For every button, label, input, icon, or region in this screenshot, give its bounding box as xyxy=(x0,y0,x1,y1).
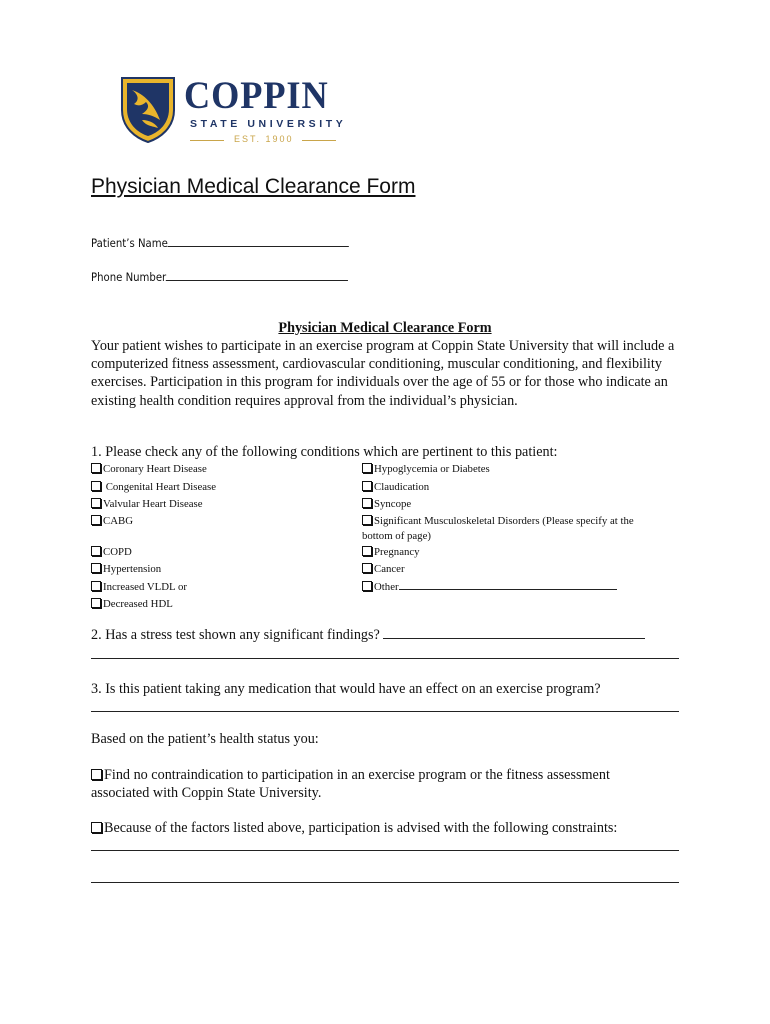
condition-pregnancy[interactable]: Pregnancy xyxy=(362,546,420,558)
patient-name-field[interactable] xyxy=(168,246,349,247)
checkbox-icon[interactable] xyxy=(91,481,101,491)
option-constraints[interactable]: Because of the factors listed above, participation is advised with the following constraints: xyxy=(91,820,617,837)
option-no-contraindication[interactable]: Find no contraindication to participation in an exercise program or the fitness assessment associated with Coppin State University. xyxy=(91,767,610,802)
checkbox-icon[interactable] xyxy=(91,515,101,525)
condition-copd[interactable]: COPD xyxy=(91,546,132,558)
checkbox-icon[interactable] xyxy=(91,769,102,780)
logo-established: EST. 1900 xyxy=(234,134,294,144)
page-title: Physician Medical Clearance Form xyxy=(91,175,416,198)
condition-coronary[interactable]: Coronary Heart Disease xyxy=(91,463,207,475)
checkbox-icon[interactable] xyxy=(91,598,101,608)
checkbox-icon[interactable] xyxy=(362,463,372,473)
checkbox-icon[interactable] xyxy=(362,498,372,508)
logo-subtitle: STATE UNIVERSITY xyxy=(190,118,347,130)
patient-name-row xyxy=(91,236,349,250)
condition-musculoskeletal-note: bottom of page) xyxy=(362,530,431,542)
logo-wordmark: COPPIN xyxy=(184,74,329,117)
condition-congenital[interactable]: Congenital Heart Disease xyxy=(91,481,216,493)
question-1: 1. Please check any of the following conditions which are pertinent to this patient: xyxy=(91,444,558,460)
condition-valvular[interactable]: Valvular Heart Disease xyxy=(91,498,203,510)
checkbox-icon[interactable] xyxy=(362,481,372,491)
condition-hypoglycemia[interactable]: Hypoglycemia or Diabetes xyxy=(362,463,490,475)
constraints-line-1[interactable] xyxy=(91,850,679,851)
checkbox-icon[interactable] xyxy=(91,822,102,833)
other-specify-field[interactable] xyxy=(399,589,617,590)
checkbox-icon[interactable] xyxy=(91,498,101,508)
logo-established-row xyxy=(190,134,338,146)
question-2-answer-field[interactable] xyxy=(383,638,645,639)
checkbox-icon[interactable] xyxy=(362,563,372,573)
question-2-answer-line[interactable] xyxy=(91,658,679,659)
shield-crest-icon xyxy=(120,76,176,144)
question-3: 3. Is this patient taking any medication that would have an effect on an exercise program? xyxy=(91,681,601,697)
section-title: Physician Medical Clearance Form xyxy=(278,320,492,336)
condition-syncope[interactable]: Syncope xyxy=(362,498,411,510)
condition-cabg[interactable]: CABG xyxy=(91,515,133,527)
question-2-row xyxy=(91,627,645,644)
question-2: 2. Has a stress test shown any significant findings? xyxy=(91,627,380,643)
condition-hdl[interactable]: Decreased HDL xyxy=(91,598,173,610)
constraints-line-2[interactable] xyxy=(91,882,679,883)
checkbox-icon[interactable] xyxy=(91,546,101,556)
intro-paragraph: Your patient wishes to participate in an exercise program at Coppin State University that will include a computerized fitness assessment, cardiovascular conditioning, muscular conditioning, and flexibility exercises. Participation in this program for individuals over the age of 55 or for those who indicate an existing health condition requires approval from the individual’s physician. xyxy=(91,338,675,409)
question-3-answer-line[interactable] xyxy=(91,711,679,712)
phone-number-row xyxy=(91,270,348,284)
checkbox-icon[interactable] xyxy=(362,581,372,591)
condition-other[interactable]: Other xyxy=(362,581,617,593)
condition-vldl[interactable]: Increased VLDL or xyxy=(91,581,187,593)
condition-hypertension[interactable]: Hypertension xyxy=(91,563,161,575)
coppin-logo xyxy=(120,72,360,148)
checkbox-icon[interactable] xyxy=(91,581,101,591)
checkbox-icon[interactable] xyxy=(362,546,372,556)
checkbox-icon[interactable] xyxy=(362,515,372,525)
checkbox-icon[interactable] xyxy=(91,463,101,473)
phone-number-field[interactable] xyxy=(166,280,348,281)
checkbox-icon[interactable] xyxy=(91,563,101,573)
phone-number-label: Phone Number xyxy=(91,270,167,284)
condition-musculoskeletal[interactable]: Significant Musculoskeletal Disorders (Please specify at the xyxy=(362,515,634,527)
condition-cancer[interactable]: Cancer xyxy=(362,563,405,575)
condition-claudication[interactable]: Claudication xyxy=(362,481,429,493)
based-on-text: Based on the patient’s health status you: xyxy=(91,731,319,747)
patient-name-label: Patient’s Name xyxy=(91,236,168,250)
